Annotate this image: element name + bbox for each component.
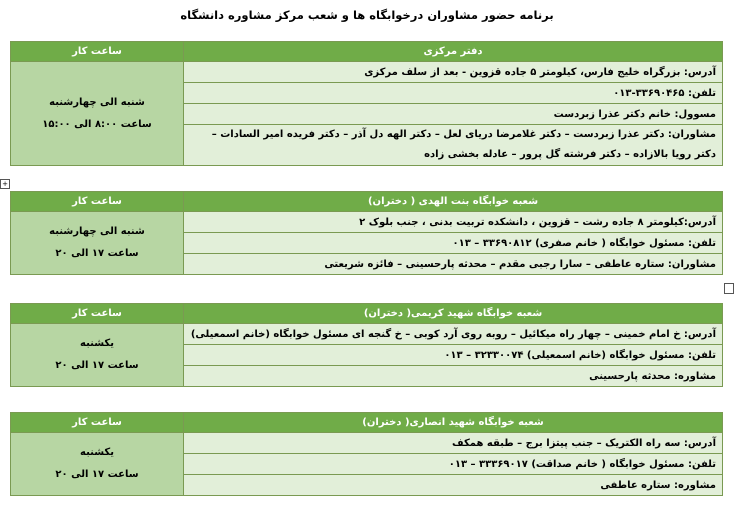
hours-time: ساعت ۱۷ الی ۲۰ bbox=[55, 360, 139, 371]
manager-row: مسوول: خانم دکتر عذرا زبردست bbox=[184, 104, 723, 125]
hours-days: یکشنبه bbox=[80, 338, 114, 349]
address-row: آدرس: بزرگراه خلیج فارس، کیلومتر ۵ جاده قزوین - بعد از سلف مرکزی bbox=[184, 62, 723, 83]
hours-header: ساعت کار bbox=[11, 192, 184, 212]
section-shahid-ansari bbox=[10, 412, 723, 496]
address-row: آدرس: سه راه الکتریک – جنب پیتزا برج – طبقه همکف bbox=[184, 433, 723, 454]
phone-row: تلفن: ۳۳۶۹۰۴۶۵-۰۱۳ bbox=[184, 83, 723, 104]
phone-row: تلفن: مسئول خوابگاه ( خانم صداقت) ۳۳۳۶۹۰۱۷ – ۰۱۳ bbox=[184, 454, 723, 475]
hours-days: یکشنبه bbox=[80, 447, 114, 458]
hours-cell bbox=[11, 212, 184, 275]
hours-time: ساعت ۸:۰۰ الی ۱۵:۰۰ bbox=[42, 118, 152, 130]
counselors-row: مشاوره: ستاره عاطفی bbox=[184, 475, 723, 496]
hours-days: شنبه الی چهارشنبه bbox=[49, 226, 145, 237]
section-header: دفتر مرکزی bbox=[184, 42, 723, 62]
section-header: شعبه خوابگاه شهید انصاری( دختران) bbox=[184, 413, 723, 433]
hours-cell bbox=[11, 433, 184, 496]
section-bent-alhoda bbox=[10, 191, 723, 275]
section-header: شعبه خوابگاه شهید کریمی( دختران) bbox=[184, 304, 723, 324]
address-row: آدرس:کیلومتر ۸ جاده رشت – قزوین ، دانشکده تربیت بدنی ، جنب بلوک ۲ bbox=[184, 212, 723, 233]
hours-header: ساعت کار bbox=[11, 413, 184, 433]
counselors-row: مشاوره: محدثه پارحسینی bbox=[184, 366, 723, 387]
phone-row: تلفن: مسئول خوابگاه ( خانم صفری) ۳۳۶۹۰۸۱۲ – ۰۱۳ bbox=[184, 233, 723, 254]
table-move-handle-icon[interactable]: + bbox=[0, 179, 10, 189]
hours-header: ساعت کار bbox=[11, 304, 184, 324]
hours-header: ساعت کار bbox=[11, 42, 184, 62]
paragraph-marker-icon bbox=[724, 283, 734, 294]
hours-time: ساعت ۱۷ الی ۲۰ bbox=[55, 469, 139, 480]
page-title: برنامه حضور مشاوران درخوابگاه ها و شعب مرکز مشاوره دانشگاه bbox=[180, 8, 554, 22]
counselors-row: مشاوران: ستاره عاطفی – سارا رجبی مقدم – محدثه پارحسینی – فائزه شریعتی bbox=[184, 254, 723, 275]
hours-cell bbox=[11, 62, 184, 166]
hours-days: شنبه الی چهارشنبه bbox=[49, 96, 145, 108]
section-shahid-karimi bbox=[10, 303, 723, 387]
phone-row: تلفن: مسئول خوابگاه (خانم اسمعیلی) ۳۲۳۳۰۰۷۴ – ۰۱۳ bbox=[184, 345, 723, 366]
counselors-row: مشاوران: دکتر عذرا زبردست – دکتر غلامرضا دریای لعل – دکتر الهه دل آذر – دکتر فریده امیر السادات – دکتر رویا بالازاده – دکتر فرشته گل پرور – عادله بخشی زاده bbox=[184, 125, 723, 166]
address-row: آدرس: خ امام خمینی – چهار راه میکائیل – روبه روی آرد کوبی – خ گنجه ای مسئول خوابگاه (خانم اسمعیلی) bbox=[184, 324, 723, 345]
hours-cell bbox=[11, 324, 184, 387]
section-central-office bbox=[10, 41, 723, 166]
hours-time: ساعت ۱۷ الی ۲۰ bbox=[55, 248, 139, 259]
section-header: شعبه خوابگاه بنت الهدی ( دختران) bbox=[184, 192, 723, 212]
